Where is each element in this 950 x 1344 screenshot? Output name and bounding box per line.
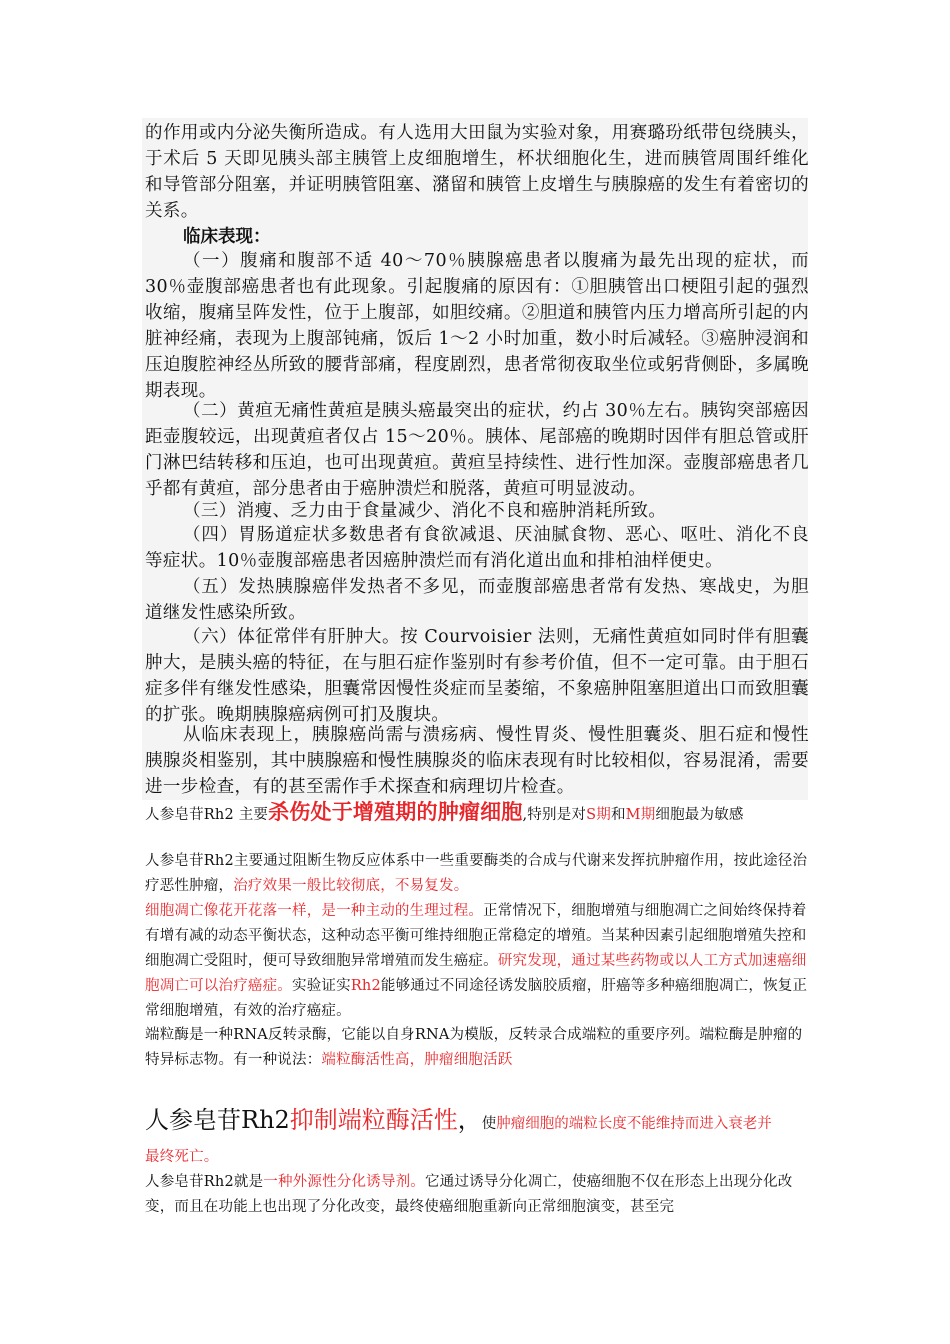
paragraph-symptom-4: （四）胃肠道症状多数患者有食欲减退、厌油腻食物、恶心、呕吐、消化不良等症状。10％壶腹部癌患者因癌肿溃烂而有消化道出血和排柏油样便史。 — [145, 525, 809, 571]
telomerase-inhibition-title: 人参皂苷Rh2抑制端粒酶活性，使肿瘤细胞的端粒长度不能维持而进入衰老并 — [145, 1106, 772, 1134]
paragraph-rh2-enzyme: 人参皂苷Rh2主要通过阻断生物反应体系中一些重要酶类的合成与代谢来发挥抗肿瘤作用，按此途径治疗恶性肿瘤，治疗效果一般比较彻底，不易复发。 — [145, 853, 808, 894]
paragraph-symptom-2: （二）黄疸无痛性黄疸是胰头癌最突出的症状，约占 30％左右。胰钩突部癌因距壶腹较远，出现黄疸者仅占 15～20％。胰体、尾部癌的晚期时因伴有胆总管或肝门淋巴结转移和压迫，也可出现黄疸。黄疸呈持续性、进行性加深。壶腹部癌患者几乎都有黄疸，部分患者由于癌肿溃烂和脱落，黄疸可明显波动。 — [145, 401, 809, 499]
paragraph-etiology: 的作用或内分泌失衡所造成。有人选用大田鼠为实验对象，用赛璐玢纸带包绕胰头，于术后 5 天即见胰头部主胰管上皮细胞增生，杯状细胞化生，进而胰管周围纤维化和导管部分阻塞，并证明胰管阻塞、潴留和胰管上皮增生与胰腺癌的发生有着密切的关系。 — [145, 123, 809, 221]
paragraph-rh2-proliferating: 人参皂苷Rh2 主要杀伤处于增殖期的肿瘤细胞,特别是对S期和M期细胞最为敏感 — [145, 800, 744, 824]
paragraph-telomerase: 端粒酶是一种RNA反转录酶，它能以自身RNA为模版，反转录合成端粒的重要序列。端粒酶是肿瘤的特异标志物。有一种说法：端粒酶活性高，肿瘤细胞活跃 — [145, 1027, 803, 1068]
paragraph-symptom-5: （五）发热胰腺癌伴发热者不多见，而壶腹部癌患者常有发热、寒战史，为胆道继发性感染所致。 — [145, 577, 809, 623]
paragraph-symptom-6: （六）体征常伴有肝肿大。按 Courvoisier 法则，无痛性黄疸如同时伴有胆囊肿大，是胰头癌的特征，在与胆石症作鉴别时有参考价值，但不一定可靠。由于胆石症多伴有继发性感染，胆囊常因慢性炎症而呈萎缩，不象癌肿阻塞胆道出口而致胆囊的扩张。晚期胰腺癌病例可扪及腹块。 — [145, 627, 809, 725]
section-heading-clinical: 临床表现： — [183, 227, 271, 247]
paragraph-symptom-1: （一）腹痛和腹部不适 40～70％胰腺癌患者以腹痛为最先出现的症状，而 30％壶腹部癌患者也有此现象。引起腹痛的原因有：①胆胰管出口梗阻引起的强烈收缩，腹痛呈阵发性，位于上腹部，如胆绞痛。②胆道和胰管内压力增高所引起的内脏神经痛，表现为上腹部钝痛，饭后 1～2 小时加重，数小时后减轻。③癌肿浸润和压迫腹腔神经丛所致的腰背部痛，程度剧烈，患者常彻夜取坐位或躬背侧卧，多属晚期表现。 — [145, 251, 809, 401]
paragraph-apoptosis: 细胞凋亡像花开花落一样，是一种主动的生理过程。正常情况下，细胞增殖与细胞凋亡之间始终保持着有增有减的动态平衡状态，这种动态平衡可维持细胞正常稳定的增殖。当某种因素引起细胞增殖失控和细胞凋亡受阻时，便可导致细胞异常增殖而发生癌症。研究发现，通过某些药物或以人工方式加速癌细胞凋亡可以治疗癌症。实验证实Rh2能够通过不同途径诱发脑胶质瘤，肝癌等多种癌细胞凋亡，恢复正常细胞增殖，有效的治疗癌症。 — [145, 903, 808, 1019]
paragraph-differential: 从临床表现上，胰腺癌尚需与溃疡病、慢性胃炎、慢性胆囊炎、胆石症和慢性胰腺炎相鉴别，其中胰腺癌和慢性胰腺炎的临床表现有时比较相似，容易混淆，需要进一步检查，有的甚至需作手术探查和病理切片检查。 — [145, 725, 809, 797]
paragraph-symptom-3: （三）消瘦、乏力由于食量减少、消化不良和癌肿消耗所致。 — [183, 501, 667, 521]
paragraph-differentiation: 人参皂苷Rh2就是一种外源性分化诱导剂。它通过诱导分化凋亡，使癌细胞不仅在形态上出现分化改变，而且在功能上也出现了分化改变，最终使癌细胞重新向正常细胞演变，甚至完 — [145, 1174, 793, 1215]
paragraph-senescence-tail: 最终死亡。 — [145, 1149, 219, 1165]
